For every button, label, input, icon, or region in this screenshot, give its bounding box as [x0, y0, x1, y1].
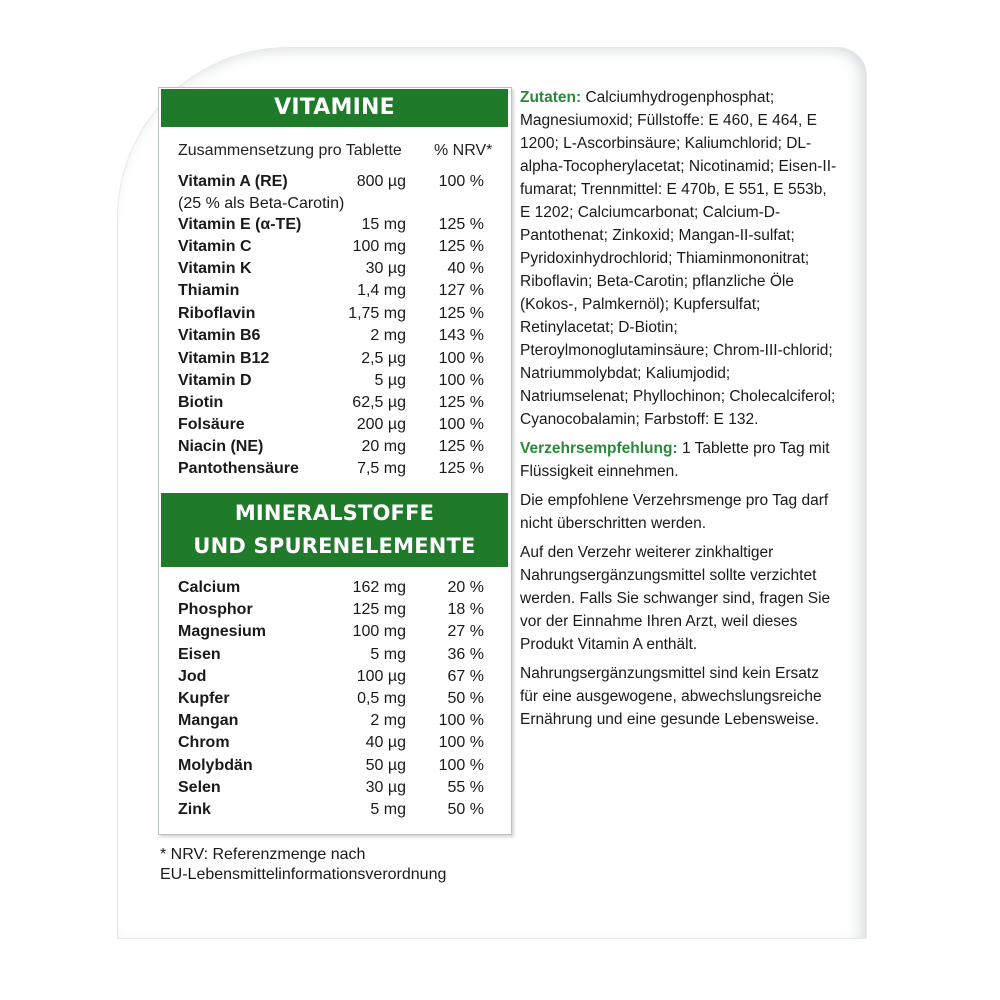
nutrient-name: Molybdän [178, 757, 253, 774]
table-row [178, 416, 488, 438]
minerals-header [161, 493, 508, 567]
table-row [178, 690, 488, 712]
nutrient-name: Thiamin [178, 282, 240, 299]
nutrient-nrv: 100 % [438, 372, 484, 389]
nutrient-nrv: 100 % [438, 416, 484, 433]
nutrient-name: Biotin [178, 394, 224, 411]
nutrient-nrv: 55 % [447, 779, 484, 796]
nutrient-nrv: 27 % [447, 623, 484, 640]
nutrient-name: Folsäure [178, 416, 245, 433]
nutrient-amount: 30 µg [365, 779, 406, 796]
recommendation-label: Verzehrsempfehlung: [520, 440, 678, 457]
table-row [178, 372, 488, 394]
nutrient-name: Vitamin C [178, 238, 252, 255]
table-row [178, 460, 488, 482]
footnote-line1: * NRV: Referenzmenge nach [160, 846, 366, 863]
nutrient-amount: 200 µg [356, 416, 406, 433]
composition-column-header: Zusammensetzung pro Tablette [178, 142, 402, 159]
nutrient-nrv: 50 % [447, 690, 484, 707]
nutrient-name: Selen [178, 779, 221, 796]
table-row [178, 327, 488, 349]
nutrient-amount: 5 mg [370, 646, 406, 663]
nutrient-amount: 1,4 mg [357, 282, 406, 299]
table-row [178, 394, 488, 416]
nutrient-name: Magnesium [178, 623, 267, 640]
table-row [178, 757, 488, 779]
table-row [178, 601, 488, 623]
note-no-substitute: Nahrungsergänzungsmittel sind kein Ersatz für eine ausgewogene, abwechslungsreiche Ernährung und eine gesunde Lebensweise. [520, 665, 822, 728]
table-row [178, 779, 488, 801]
nutrient-nrv: 125 % [438, 238, 484, 255]
nutrient-amount: 0,5 mg [357, 690, 406, 707]
table-row [178, 712, 488, 734]
recommendation-text: 1 Tablette pro Tag mit Flüssigkeit einnehmen. [520, 440, 830, 480]
nutrient-nrv: 18 % [447, 601, 484, 618]
nutrient-nrv: 125 % [438, 394, 484, 411]
nutrient-nrv: 100 % [438, 734, 484, 751]
nutrient-name: Niacin (NE) [178, 438, 264, 455]
footnote-line2: EU-Lebensmittelinformationsverordnung [160, 866, 447, 883]
nutrient-nrv: 125 % [438, 460, 484, 477]
table-row [178, 238, 488, 260]
table-row [178, 216, 488, 238]
nutrient-nrv: 100 % [438, 757, 484, 774]
note-max-dose: Die empfohlene Verzehrsmenge pro Tag darf nicht überschritten werden. [520, 492, 829, 532]
nutrient-nrv: 36 % [447, 646, 484, 663]
nutrient-name: Mangan [178, 712, 239, 729]
nutrient-amount: 100 mg [352, 238, 406, 255]
nrv-footnote [160, 845, 446, 885]
recommendation-paragraph [520, 437, 840, 483]
table-row [178, 646, 488, 668]
nutrient-nrv: 125 % [438, 438, 484, 455]
table-row [178, 260, 488, 282]
ingredients-paragraph [520, 86, 840, 431]
table-row [178, 668, 488, 690]
nutrient-name: Zink [178, 801, 211, 818]
ingredients-label: Zutaten: [520, 89, 582, 106]
nutrient-nrv: 50 % [447, 801, 484, 818]
nutrient-name: Vitamin E (α-TE) [178, 216, 302, 233]
table-row [178, 623, 488, 645]
vitamins-header: VITAMINE [161, 89, 508, 127]
table-row [178, 282, 488, 304]
nutrient-amount: 800 µg [356, 173, 406, 190]
nutrient-amount: 100 µg [356, 668, 406, 685]
nutrient-name: Vitamin B6 [178, 327, 261, 344]
table-row [178, 734, 488, 756]
nutrient-amount: 100 mg [352, 623, 406, 640]
nutrient-amount: 50 µg [365, 757, 406, 774]
nutrient-name: Riboflavin [178, 305, 256, 322]
nutrient-name: Vitamin D [178, 372, 252, 389]
minerals-header-line1: MINERALSTOFFE [234, 501, 435, 525]
nutrient-amount: 62,5 µg [352, 394, 406, 411]
nutrient-name: Vitamin K [178, 260, 252, 277]
nutrient-amount: 7,5 mg [357, 460, 406, 477]
nutrient-amount: 20 mg [361, 438, 406, 455]
nutrient-amount: 162 mg [352, 579, 406, 596]
nutrient-name: Jod [178, 668, 207, 685]
nutrient-nrv: 100 % [438, 173, 484, 190]
nutrient-amount: 2,5 µg [361, 350, 406, 367]
nutrient-name: Pantothensäure [178, 460, 299, 477]
product-info-column [520, 86, 840, 737]
nutrient-nrv: 20 % [447, 579, 484, 596]
nutrient-name: Chrom [178, 734, 230, 751]
nutrient-amount: 40 µg [365, 734, 406, 751]
nutrient-amount: 30 µg [365, 260, 406, 277]
table-row [178, 579, 488, 601]
nutrient-name: Calcium [178, 579, 241, 596]
nutrient-amount: 5 mg [370, 801, 406, 818]
table-row [178, 350, 488, 372]
nutrient-nrv: 40 % [447, 260, 484, 277]
nutrient-amount: 2 mg [370, 327, 406, 344]
nutrient-amount: 5 µg [374, 372, 406, 389]
table-row [178, 173, 488, 195]
nutrient-nrv: 143 % [438, 327, 484, 344]
nutrient-nrv: 125 % [438, 305, 484, 322]
nutrient-amount: 15 mg [361, 216, 406, 233]
nutrient-nrv: 67 % [447, 668, 484, 685]
table-row [178, 438, 488, 460]
nutrient-nrv: 125 % [438, 216, 484, 233]
nutrient-amount: 2 mg [370, 712, 406, 729]
table-row [178, 801, 488, 823]
nutrient-amount: 1,75 mg [348, 305, 406, 322]
minerals-header-line2: UND SPURENELEMENTE [193, 534, 476, 558]
nutrient-name: Eisen [178, 646, 221, 663]
nutrient-name: Vitamin B12 [178, 350, 270, 367]
beta-carotin-note: (25 % als Beta-Carotin) [178, 195, 345, 212]
nutrient-name: Vitamin A (RE) [178, 173, 288, 190]
ingredients-text: Calciumhydrogenphosphat; Magnesiumoxid; Füllstoffe: E 460, E 464, E 1200; L-Ascorbinsäure; Kaliumchlorid; DL-alpha-Tocopherylacetat; Nicotinamid; Eisen-II-fumarat; Trennmittel: E 470b, E 551, E 553b, E 1202; Calciumcarbonat; Calcium-D-Pantothenat; Zinkoxid; Mangan-II-sulfat; Pyridoxinhydrochlorid; Thiaminmononitrat; Riboflavin; Beta-Carotin; pflanzliche Öle (Kokos-, Palmkernöl); Kupfersulfat; Retinylacetat; D-Biotin; Pteroylmonoglutaminsäure; Chrom-III-chlorid; Natriummolybdat; Kaliumjodid; Natriumselenat; Phyllochinon; Cholecalciferol; Cyanocobalamin; Farbstoff: E 132. [520, 89, 837, 428]
nutrient-name: Kupfer [178, 690, 230, 707]
nutrient-nrv: 100 % [438, 350, 484, 367]
note-zinc-pregnancy: Auf den Verzehr weiterer zinkhaltiger Nahrungsergänzungsmittel sollte verzichtet werden. Falls Sie schwanger sind, fragen Sie vor der Einnahme Ihren Arzt, weil dieses Produkt Vitamin A enthält. [520, 544, 831, 653]
table-row [178, 305, 488, 327]
nutrient-nrv: 127 % [438, 282, 484, 299]
nrv-column-header: % NRV* [434, 142, 493, 159]
nutrient-nrv: 100 % [438, 712, 484, 729]
nutrient-name: Phosphor [178, 601, 253, 618]
nutrient-amount: 125 mg [352, 601, 406, 618]
